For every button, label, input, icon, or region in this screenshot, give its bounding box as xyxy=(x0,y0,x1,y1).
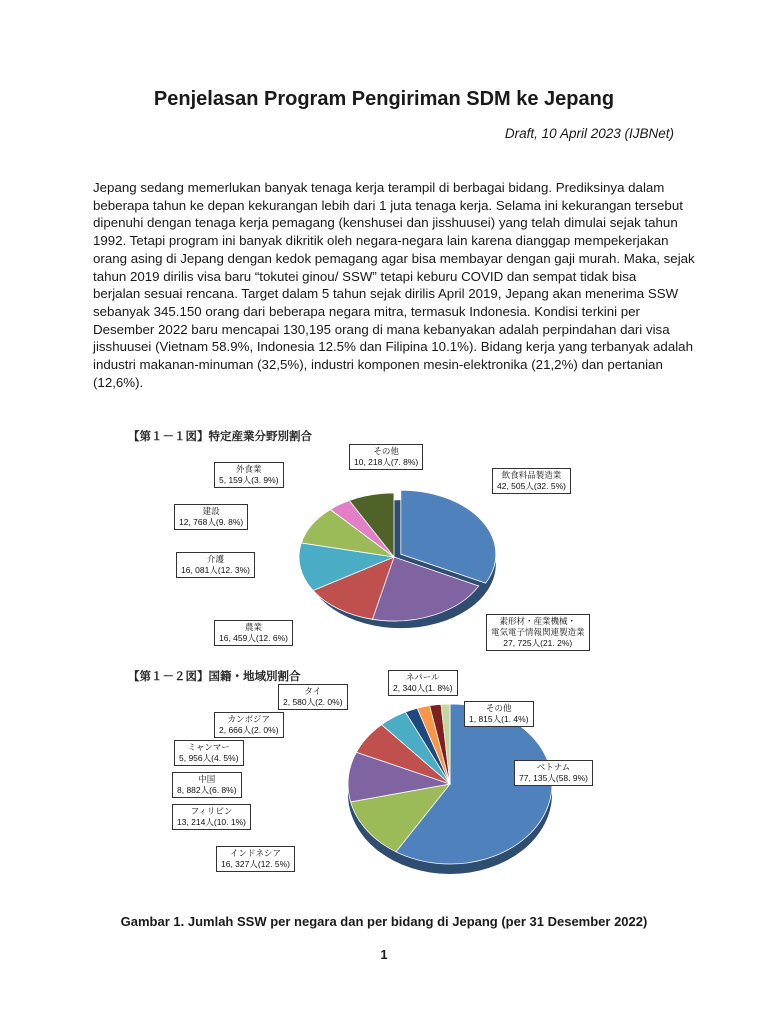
chart-2-label-other: その他 1, 815人(1. 4%) xyxy=(464,701,534,727)
chart-1-label-nursing-care: 介護 16, 081人(12. 3%) xyxy=(176,552,255,578)
draft-date-line: Draft, 10 April 2023 (IJBNet) xyxy=(504,126,674,141)
chart-1-label-manufacturing: 素形材・産業機械・ 電気電子情報関連製造業 27, 725人(21. 2%) xyxy=(486,614,590,651)
chart-2-label-indonesia: インドネシア 16, 327人(12. 5%) xyxy=(216,846,295,872)
chart-2-label-vietnam: ベトナム 77, 135人(58. 9%) xyxy=(514,760,593,786)
chart-1-label-agriculture: 農業 16, 459人(12. 6%) xyxy=(214,620,293,646)
chart-2-label-cambodia: カンボジア 2, 666人(2. 0%) xyxy=(214,712,284,738)
body-line: jisshuusei (Vietnam 58.9%, Indonesia 12.5% dan Filipina 10.1%). Bidang kerja yang terbanyak adalah xyxy=(93,339,693,355)
chart-2-label-nepal: ネパール 2, 340人(1. 8%) xyxy=(388,670,458,696)
chart-1-title: 【第１－１図】特定産業分野別割合 xyxy=(128,431,312,443)
document-title: Penjelasan Program Pengiriman SDM ke Jepang xyxy=(153,88,615,110)
chart-2-label-philippines: フィリピン 13, 214人(10. 1%) xyxy=(172,804,251,830)
figure-pie-charts xyxy=(124,424,640,894)
figure-caption: Gambar 1. Jumlah SSW per negara dan per bidang di Jepang (per 31 Desember 2022) xyxy=(120,914,648,929)
body-line: beberapa tahun ke depan kekurangan lebih dari 1 juta tenaga kerja. Selama ini kekurangan tersebut xyxy=(93,197,683,213)
chart-1-label-other: その他 10, 218人(7. 8%) xyxy=(349,444,423,470)
body-line: Jepang sedang memerlukan banyak tenaga kerja terampil di berbagai bidang. Prediksinya dalam xyxy=(93,180,665,195)
chart-2-label-myanmar: ミャンマー 5, 956人(4. 5%) xyxy=(174,740,244,766)
chart-1-label-food-service: 外食業 5, 159人(3. 9%) xyxy=(214,462,284,488)
chart-1-label-construction: 建設 12, 768人(9. 8%) xyxy=(174,504,248,530)
body-line: (12,6%). xyxy=(93,374,144,390)
body-line: orang asing di Jepang dengan kedok pemagang agar bisa membayar dengan gaji murah. Maka, sejak xyxy=(93,250,695,266)
body-line: berjalan sesuai rencana. Target dalam 5 tahun sejak dirilis April 2019, Jepang akan menerima SSW xyxy=(93,286,679,302)
body-line: 1992. Tetapi program ini banyak dikritik oleh negara-negara lain karena dianggap mempekerjakan xyxy=(93,233,669,249)
body-line: tahun 2019 dirilis visa baru “tokutei ginou/ SSW” tetapi keburu COVID dan sempat tidak bisa xyxy=(93,268,637,284)
chart-1-label-food-manufacturing: 飲食料品製造業 42, 505人(32. 5%) xyxy=(492,468,571,494)
body-line: Desember 2022 baru mencapai 130,195 orang di mana kebanyakan adalah perpindahan dari visa xyxy=(93,321,670,337)
body-line: industri makanan-minuman (32,5%), industri komponen mesin-elektronika (21,2%) dan pertanian xyxy=(93,357,663,373)
chart-2-label-china: 中国 8, 882人(6. 8%) xyxy=(172,772,242,798)
body-line: sebanyak 345.150 orang dari beberapa negara mitra, termasuk Indonesia. Kondisi terkini per xyxy=(93,303,640,319)
chart-2-label-thailand: タイ 2, 580人(2. 0%) xyxy=(278,684,348,710)
body-paragraph xyxy=(93,179,695,391)
body-line: dipenuhi dengan tenaga kerja pemagang (kenshusei dan jisshuusei) yang telah dimulai sejak tahun xyxy=(93,215,678,231)
page-number: 1 xyxy=(380,947,388,962)
chart-2-title: 【第１－２図】国籍・地域別割合 xyxy=(128,671,301,683)
